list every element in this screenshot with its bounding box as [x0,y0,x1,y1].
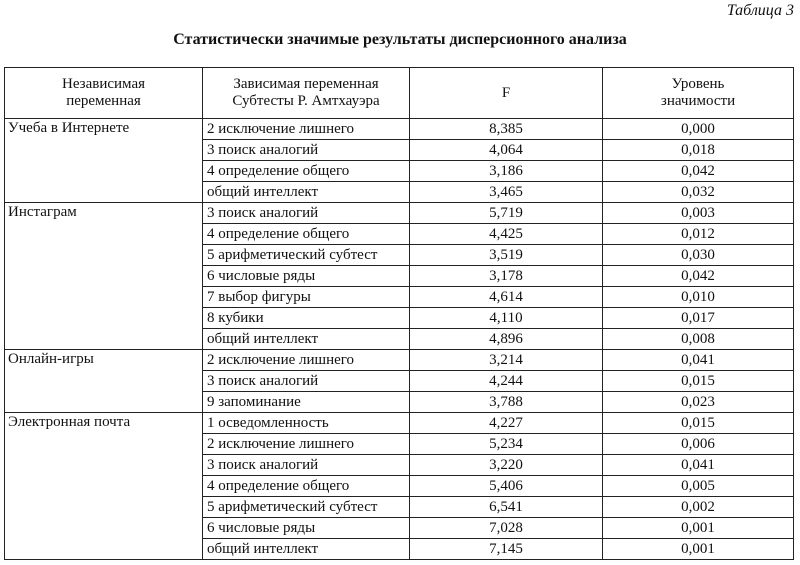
header-dependent-variable [203,68,410,119]
f-value-cell: 5,234 [410,434,603,455]
significance-cell: 0,003 [603,203,794,224]
header-dependent-line2: Субтесты Р. Амтхауэра [232,93,380,109]
f-value-cell: 4,244 [410,371,603,392]
table-row [5,203,794,224]
subtest-cell: 5 арифметический субтест [203,245,410,266]
anova-results-table [4,67,794,560]
subtest-cell: 4 определение общего [203,224,410,245]
independent-variable-cell: Онлайн-игры [5,350,203,413]
header-significance-line2: значимости [660,93,736,109]
f-value-cell: 7,028 [410,518,603,539]
header-independent-variable [5,68,203,119]
subtest-cell: общий интеллект [203,182,410,203]
significance-cell: 0,002 [603,497,794,518]
f-value-cell: 4,896 [410,329,603,350]
subtest-cell: 6 числовые ряды [203,266,410,287]
subtest-cell: 3 поиск аналогий [203,140,410,161]
subtest-cell: 1 осведомленность [203,413,410,434]
f-value-cell: 4,425 [410,224,603,245]
subtest-cell: 3 поиск аналогий [203,371,410,392]
f-value-cell: 3,519 [410,245,603,266]
significance-cell: 0,015 [603,413,794,434]
subtest-cell: 7 выбор фигуры [203,287,410,308]
f-value-cell: 5,406 [410,476,603,497]
f-value-cell: 4,614 [410,287,603,308]
f-value-cell: 3,465 [410,182,603,203]
subtest-cell: 2 исключение лишнего [203,350,410,371]
significance-cell: 0,032 [603,182,794,203]
table-title: Статистически значимые результаты дисперсионного анализа [173,31,627,48]
header-dependent-line1: Зависимая переменная [233,76,379,92]
f-value-cell: 8,385 [410,119,603,140]
significance-cell: 0,001 [603,539,794,560]
header-f-statistic: F [410,68,603,119]
significance-cell: 0,012 [603,224,794,245]
header-significance-line1: Уровень [671,76,725,92]
significance-cell: 0,041 [603,350,794,371]
f-value-cell: 7,145 [410,539,603,560]
independent-variable-cell: Электронная почта [5,413,203,560]
significance-cell: 0,008 [603,329,794,350]
significance-cell: 0,006 [603,434,794,455]
significance-cell: 0,041 [603,455,794,476]
subtest-cell: 9 запоминание [203,392,410,413]
significance-cell: 0,000 [603,119,794,140]
header-independent-line2: переменная [66,93,141,109]
significance-cell: 0,010 [603,287,794,308]
header-significance-level [603,68,794,119]
subtest-cell: общий интеллект [203,329,410,350]
subtest-cell: 5 арифметический субтест [203,497,410,518]
significance-cell: 0,030 [603,245,794,266]
f-value-cell: 3,178 [410,266,603,287]
significance-cell: 0,017 [603,308,794,329]
table-row [5,350,794,371]
significance-cell: 0,018 [603,140,794,161]
subtest-cell: общий интеллект [203,539,410,560]
subtest-cell: 3 поиск аналогий [203,455,410,476]
header-independent-line1: Независимая [62,76,145,92]
subtest-cell: 4 определение общего [203,161,410,182]
subtest-cell: 2 исключение лишнего [203,434,410,455]
f-value-cell: 3,788 [410,392,603,413]
independent-variable-cell: Учеба в Интернете [5,119,203,203]
significance-cell: 0,042 [603,266,794,287]
subtest-cell: 3 поиск аналогий [203,203,410,224]
significance-cell: 0,042 [603,161,794,182]
f-value-cell: 3,214 [410,350,603,371]
f-value-cell: 3,220 [410,455,603,476]
subtest-cell: 6 числовые ряды [203,518,410,539]
header-row [5,68,794,119]
table-header [5,68,794,119]
table-row [5,413,794,434]
subtest-cell: 4 определение общего [203,476,410,497]
independent-variable-cell: Инстаграм [5,203,203,350]
f-value-cell: 4,227 [410,413,603,434]
f-value-cell: 4,110 [410,308,603,329]
f-value-cell: 6,541 [410,497,603,518]
significance-cell: 0,005 [603,476,794,497]
significance-cell: 0,001 [603,518,794,539]
table-number-label: Таблица 3 [726,2,794,19]
subtest-cell: 8 кубики [203,308,410,329]
significance-cell: 0,023 [603,392,794,413]
table-row [5,119,794,140]
subtest-cell: 2 исключение лишнего [203,119,410,140]
f-value-cell: 4,064 [410,140,603,161]
f-value-cell: 3,186 [410,161,603,182]
table-body [5,119,794,560]
significance-cell: 0,015 [603,371,794,392]
f-value-cell: 5,719 [410,203,603,224]
